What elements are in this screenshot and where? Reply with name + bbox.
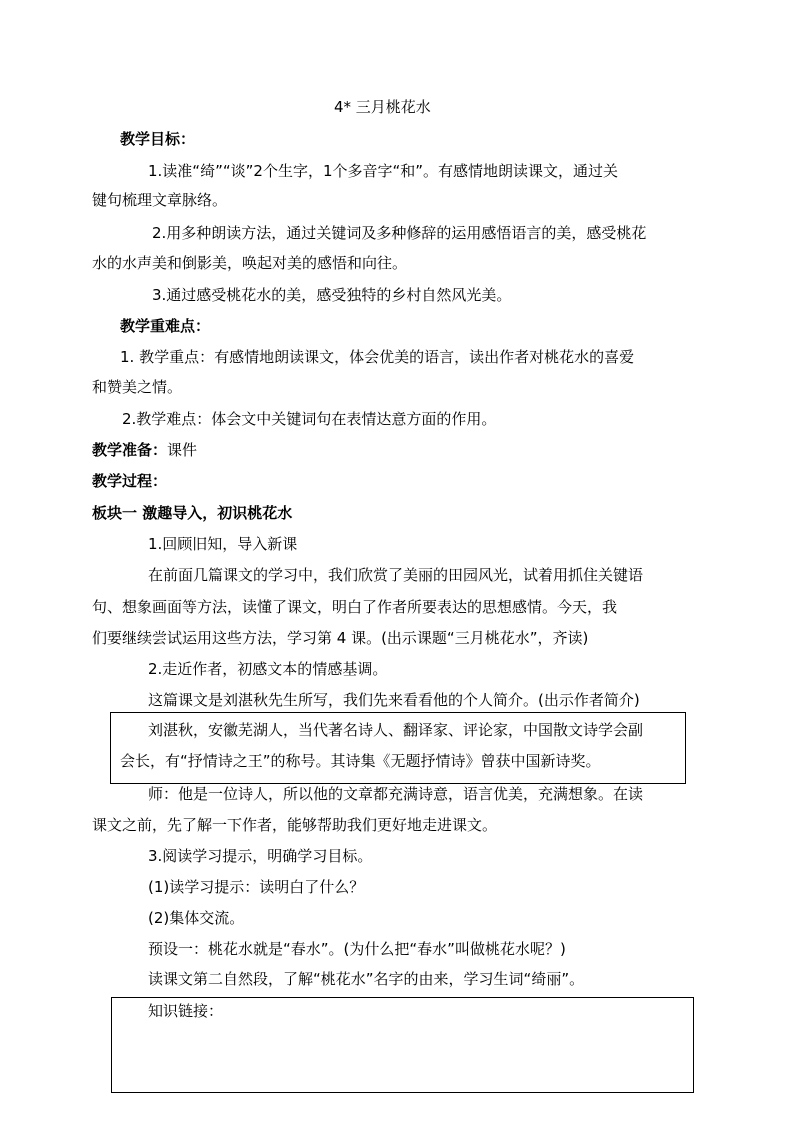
question-2: (2)集体交流。	[148, 909, 245, 927]
prep-line	[92, 440, 197, 460]
question-1: (1)读学习提示：读明白了什么？	[148, 878, 365, 896]
para-3-line-2: 课文之前，先了解一下作者，能够帮助我们更好地走进课文。	[92, 816, 498, 834]
prep-heading: 教学准备：	[92, 441, 168, 459]
key-point-1-line-2: 和赞美之情。	[92, 378, 183, 396]
goal-1-line-1: 1.读准“绮”“谈”2个生字，1个多音字“和”。有感情地朗读课文，通过关	[148, 162, 619, 180]
para-1-line-1: 在前面几篇课文的学习中，我们欣赏了美丽的田园风光，试着用抓住关键语	[148, 566, 644, 584]
author-intro-line-2: 会长，有“抒情诗之王”的称号。其诗集《无题抒情诗》曾获中国新诗奖。	[120, 752, 601, 770]
section-1-heading: 板块一 激趣导入，初识桃花水	[92, 504, 293, 522]
author-intro-line-1: 刘湛秋，安徽芜湖人，当代著名诗人、翻译家、评论家，中国散文诗学会副	[148, 721, 644, 739]
knowledge-link-label: 知识链接：	[148, 1002, 224, 1020]
goals-heading: 教学目标：	[120, 130, 196, 148]
page-title: 4* 三月桃花水	[334, 98, 431, 116]
process-heading: 教学过程：	[92, 472, 168, 490]
preset-1: 预设一：桃花水就是“春水”。(为什么把“春水”叫做桃花水呢？)	[148, 940, 566, 958]
key-point-2: 2.教学难点：体会文中关键词句在表情达意方面的作用。	[122, 410, 497, 428]
key-point-1-line-1: 1. 教学重点：有感情地朗读课文，体会优美的语言，读出作者对桃花水的喜爱	[120, 348, 635, 366]
goal-1-line-2: 键句梳理文章脉络。	[92, 191, 228, 209]
step-2: 2.走近作者，初感文本的情感基调。	[148, 660, 388, 678]
goal-3: 3.通过感受桃花水的美，感受独特的乡村自然风光美。	[152, 286, 512, 304]
goal-2-line-2: 水的水声美和倒影美，唤起对美的感悟和向往。	[92, 254, 408, 272]
para-3-line-1: 师：他是一位诗人，所以他的文章都充满诗意，语言优美，充满想象。在读	[148, 785, 644, 803]
step-1: 1.回顾旧知，导入新课	[148, 535, 298, 553]
para-1-line-3: 们要继续尝试运用这些方法，学习第 4 课。(出示课题“三月桃花水”，齐读)	[92, 629, 589, 647]
para-1-line-2: 句、想象画面等方法，读懂了课文，明白了作者所要表达的思想感情。今天，我	[92, 598, 618, 616]
key-points-heading: 教学重难点：	[120, 317, 211, 335]
para-2: 这篇课文是刘湛秋先生所写，我们先来看看他的个人简介。(出示作者简介)	[148, 691, 640, 709]
prep-value: 课件	[167, 441, 198, 459]
read-instruction: 读课文第二自然段，了解“桃花水”名字的由来，学习生词“绮丽”。	[148, 970, 585, 988]
step-3: 3.阅读学习提示，明确学习目标。	[148, 847, 373, 865]
goal-2-line-1: 2.用多种朗读方法，通过关键词及多种修辞的运用感悟语言的美，感受桃花	[152, 224, 647, 242]
